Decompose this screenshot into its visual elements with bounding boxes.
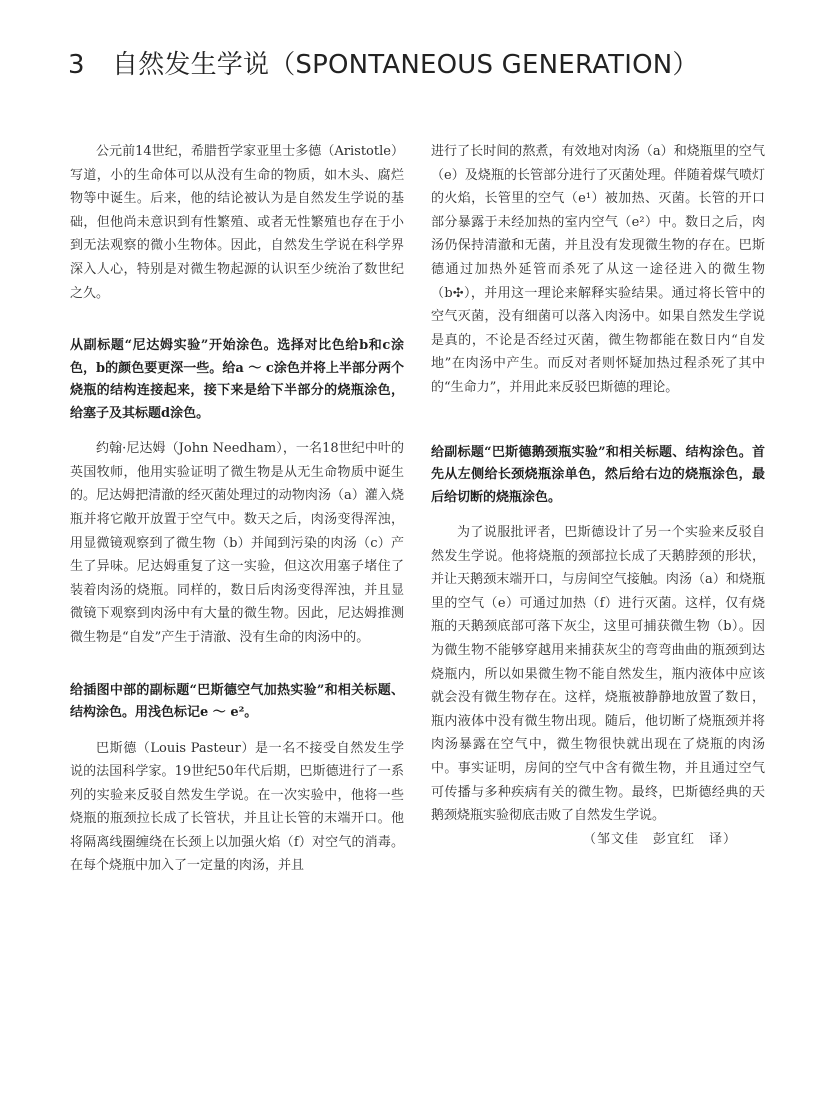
paragraph-pasteur-intro: 巴斯德（Louis Pasteur）是一名不接受自然发生学说的法国科学家。19世纪50年代后期，巴斯德进行了一系列的实验来反驳自然发生学说。在一次实验中，他将一些烧瓶的瓶颈拉长成了长管状，并且让长管的末端开口。他将隔离线圈缠绕在长颈上以加强火焰（f）对空气的消毒。在每个烧瓶中加入了一定量的肉汤，并且 — [70, 740, 404, 874]
paragraph-swan-neck: 为了说服批评者，巴斯德设计了另一个实验来反驳自然发生学说。他将烧瓶的颈部拉长成了天鹅脖颈的形状，并让天鹅颈末端开口，与房间空气接触。肉汤（a）和烧瓶里的空气（e）可通过加热（f）进行灭菌。这样，仅有烧瓶的天鹅颈底部可落下灰尘，这里可捕获微生物（b）。因为微生物不能够穿越用来捕获灰尘的弯弯曲曲的瓶颈到达烧瓶内，所以如果微生物不能自然发生，瓶内液体中应该就会没有微生物存在。这样，烧瓶被静静地放置了数日，瓶内液体中没有微生物出现。随后，他切断了烧瓶颈并将肉汤暴露在空气中，微生物很快就出现在了烧瓶的肉汤中。事实证明，房间的空气中含有微生物，并且通过空气可传播与多种疾病有关的微生物。最终，巴斯德经典的天鹅颈烧瓶实验彻底击败了自然发生学说。 — [431, 525, 765, 824]
paragraph-pasteur-continued: 进行了长时间的熬煮，有效地对肉汤（a）和烧瓶里的空气（e）及烧瓶的长管部分进行了灭菌处理。伴随着煤气喷灯的火焰，长管里的空气（e¹）被加热、灭菌。长管的开口部分暴露于未经加热的室内空气（e²）中。数日之后，肉汤仍保持清澈和无菌，并且没有发现微生物的存在。巴斯德通过加热外延管而杀死了从这一途径进入的微生物（b✣），并用这一理论来解释实验结果。通过将长管中的空气灭菌，没有细菌可以落入肉汤中。如果自然发生学说是真的，不论是否经过灭菌，微生物都能在数日内“自发地”在肉汤中产生。而反对者则怀疑加热过程杀死了其中的“生命力”，并用此来反驳巴斯德的理论。 — [431, 144, 765, 395]
chapter-title-text: 自然发生学说（SPONTANEOUS GENERATION） — [112, 50, 699, 80]
left-column — [70, 140, 404, 878]
coloring-instruction-swan-neck: 给副标题“巴斯德鹅颈瓶实验”和相关标题、结构涂色。首先从左侧给长颈烧瓶涂单色，然后给右边的烧瓶涂色，最后给切断的烧瓶涂色。 — [431, 444, 765, 505]
coloring-instruction-air-heating: 给插图中部的副标题“巴斯德空气加热实验”和相关标题、结构涂色。用浅色标记e ～ e²。 — [70, 682, 404, 720]
coloring-instruction-needham: 从副标题“尼达姆实验”开始涂色。选择对比色给b和c涂色，b的颜色要更深一些。给a ～ c涂色并将上半部分两个烧瓶的结构连接起来，接下来是给下半部分的烧瓶涂色，给塞子及其标题d涂色。 — [70, 338, 404, 421]
chapter-title — [68, 44, 699, 81]
right-column — [431, 140, 765, 851]
chapter-number: 3 — [68, 50, 85, 80]
paragraph-needham: 约翰·尼达姆（John Needham），一名18世纪中叶的英国牧师，他用实验证明了微生物是从无生命物质中诞生的。尼达姆把清澈的经灭菌处理过的动物肉汤（a）灌入烧瓶并将它敞开放置于空气中。数天之后，肉汤变得浑浊，用显微镜观察到了微生物（b）并闻到污染的肉汤（c）产生了异味。尼达姆重复了这一实验，但这次用塞子堵住了装着肉汤的烧瓶。同样的，数日后肉汤变得浑浊，并且显微镜下观察到肉汤中有大量的微生物。因此，尼达姆推测微生物是“自发”产生于清澈、没有生命的肉汤中的。 — [70, 441, 404, 645]
paragraph-aristotle: 公元前14世纪，希腊哲学家亚里士多德（Aristotle）写道，小的生命体可以从没有生命的物质，如木头、腐烂物等中诞生。后来，他的结论被认为是自然发生学说的基础，但他尚未意识到有性繁殖、或者无性繁殖也存在于小到无法观察的微小生物体。因此，自然发生学说在科学界深入人心，特别是对微生物起源的认识至少统治了数世纪之久。 — [70, 144, 404, 301]
translator-credit: （邹文佳 彭宜红 译） — [582, 831, 737, 847]
